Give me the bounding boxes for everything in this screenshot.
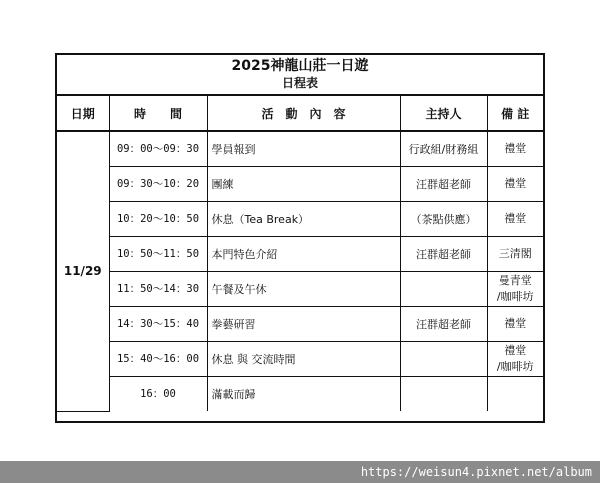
host-cell: 行政組/財務組 (400, 131, 487, 166)
table-row (57, 131, 543, 166)
note-cell: 禮堂 (487, 201, 543, 236)
time-cell: 16：00 (109, 376, 207, 411)
activity-cell: 休息（Tea Break） (207, 201, 400, 236)
watermark-bar (0, 461, 600, 483)
activity-cell: 滿載而歸 (207, 376, 400, 411)
note-cell: 禮堂 (487, 166, 543, 201)
time-cell: 15：40～16：00 (109, 341, 207, 376)
note-cell: 禮堂 (487, 131, 543, 166)
note-cell: 曼青堂 /咖啡坊 (487, 271, 543, 306)
title-block (57, 55, 543, 96)
event-title: 2025神龍山莊一日遊 (231, 58, 369, 74)
host-cell: 汪群超老師 (400, 166, 487, 201)
table-row (57, 306, 543, 341)
header-note: 備 註 (487, 96, 543, 131)
time-cell: 10：20～10：50 (109, 201, 207, 236)
note-cell (487, 376, 543, 411)
activity-cell: 學員報到 (207, 131, 400, 166)
table-row (57, 376, 543, 411)
host-cell (400, 271, 487, 306)
header-host: 主持人 (400, 96, 487, 131)
activity-cell: 團練 (207, 166, 400, 201)
time-cell: 14：30～15：40 (109, 306, 207, 341)
schedule-table (57, 96, 543, 412)
host-cell: 汪群超老師 (400, 236, 487, 271)
activity-cell: 拳藝研習 (207, 306, 400, 341)
activity-cell: 本門特色介紹 (207, 236, 400, 271)
watermark-url: https://weisun4.pixnet.net/album (360, 465, 592, 479)
time-cell: 09：30～10：20 (109, 166, 207, 201)
activity-cell: 休息 與 交流時間 (207, 341, 400, 376)
schedule-subtitle: 日程表 (281, 76, 318, 90)
time-cell: 09：00～09：30 (109, 131, 207, 166)
table-row (57, 166, 543, 201)
activity-cell: 午餐及午休 (207, 271, 400, 306)
host-cell (400, 376, 487, 411)
table-row (57, 236, 543, 271)
header-row (57, 96, 543, 131)
host-cell: 汪群超老師 (400, 306, 487, 341)
note-cell: 禮堂 (487, 306, 543, 341)
host-cell: （茶點供應） (400, 201, 487, 236)
note-cell: 三清閣 (487, 236, 543, 271)
table-row (57, 341, 543, 376)
note-cell: 禮堂 /咖啡坊 (487, 341, 543, 376)
time-cell: 10：50～11：50 (109, 236, 207, 271)
table-row (57, 201, 543, 236)
host-cell (400, 341, 487, 376)
date-cell: 11/29 (57, 131, 109, 411)
header-date: 日期 (57, 96, 109, 131)
header-time: 時 間 (109, 96, 207, 131)
schedule-sheet (55, 53, 545, 423)
time-cell: 11：50～14：30 (109, 271, 207, 306)
header-activity: 活 動 內 容 (207, 96, 400, 131)
table-row (57, 271, 543, 306)
